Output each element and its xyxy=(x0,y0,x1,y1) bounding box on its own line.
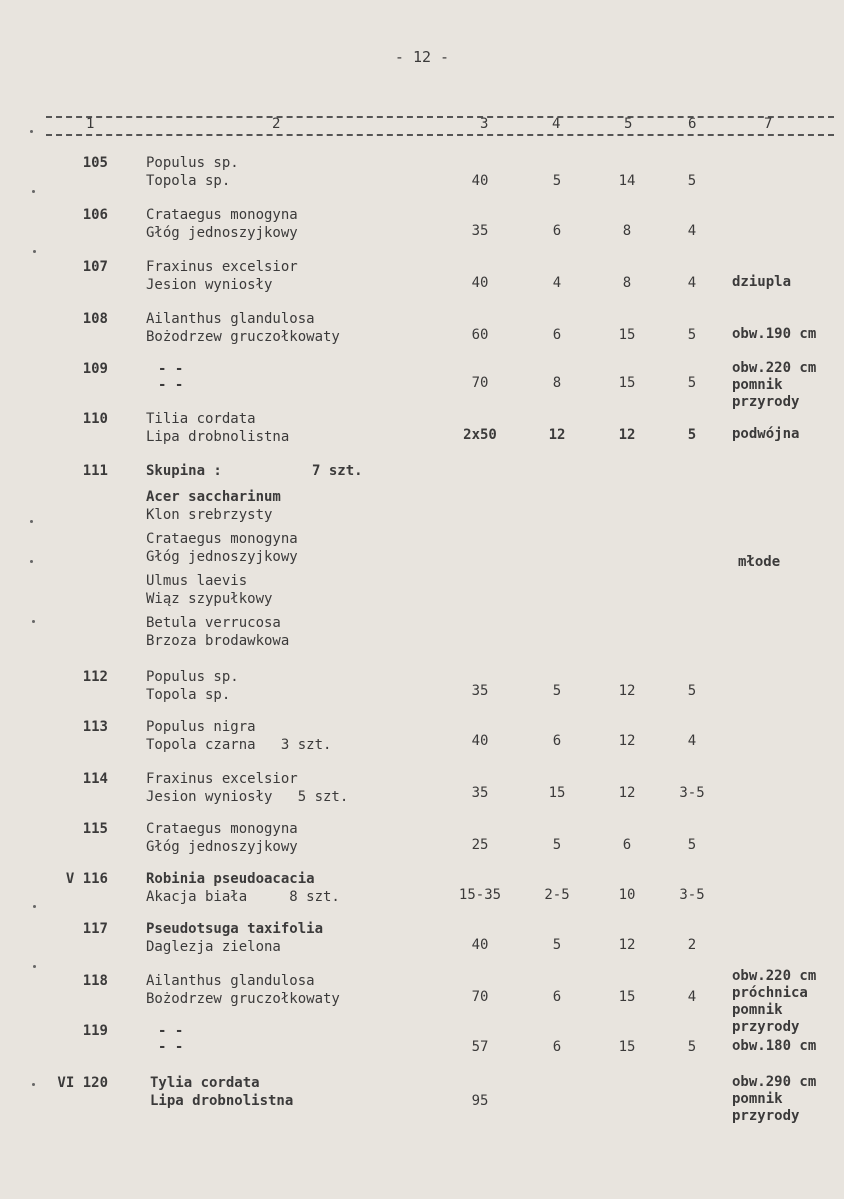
group-count: 7 szt. xyxy=(312,463,363,479)
column-header-4: 4 xyxy=(552,116,561,132)
remark: pomnik xyxy=(732,1002,783,1018)
species-latin: Crataegus monogyna xyxy=(146,821,298,837)
value-col5: 12 xyxy=(618,937,636,953)
tree-number: VI 120 xyxy=(57,1075,108,1091)
value-col3: 35 xyxy=(471,683,489,699)
species-latin: Pseudotsuga taxifolia xyxy=(146,921,324,937)
species-polish: Głóg jednoszyjkowy xyxy=(146,225,298,241)
value-col5: 12 xyxy=(618,785,636,801)
value-col4: 5 xyxy=(552,173,562,189)
tree-number: 110 xyxy=(82,411,108,427)
value-col5: 14 xyxy=(618,173,636,189)
tree-number: 117 xyxy=(82,921,108,937)
species-latin: Robinia pseudoacacia xyxy=(146,871,315,887)
species-latin: Acer saccharinum xyxy=(146,489,281,505)
tree-number: V 116 xyxy=(65,871,108,887)
species-polish: Lipa drobnolistna xyxy=(146,429,290,445)
remark: obw.190 cm xyxy=(732,326,817,342)
species-polish: Głóg jednoszyjkowy xyxy=(146,839,298,855)
species-latin: Fraxinus excelsior xyxy=(146,259,298,275)
species-polish: Daglezja zielona xyxy=(146,939,281,955)
species-polish: Jesion wyniosły 5 szt. xyxy=(146,789,349,805)
value-col3: 25 xyxy=(471,837,489,853)
value-col3: 70 xyxy=(471,989,489,1005)
value-col6: 2 xyxy=(687,937,697,953)
species-polish: Topola sp. xyxy=(146,687,231,703)
value-col4: 6 xyxy=(552,327,562,343)
remark: młode xyxy=(738,554,781,570)
value-col3: 60 xyxy=(471,327,489,343)
value-col4: 5 xyxy=(552,837,562,853)
tree-number: 119 xyxy=(82,1023,108,1039)
scan-speck xyxy=(33,965,36,968)
column-header-5: 5 xyxy=(624,116,633,132)
scan-speck xyxy=(32,1083,35,1086)
species-polish: - - xyxy=(158,377,184,393)
group-label: Skupina : xyxy=(146,463,222,479)
value-col6: 5 xyxy=(687,427,697,443)
value-col3: 40 xyxy=(471,275,489,291)
remark: obw.290 cm xyxy=(732,1074,817,1090)
value-col6: 3-5 xyxy=(679,785,705,801)
scan-speck xyxy=(30,130,33,133)
value-col6: 4 xyxy=(687,275,697,291)
value-col5: 12 xyxy=(618,427,636,443)
species-polish: Jesion wyniosły xyxy=(146,277,273,293)
column-header-7: 7 xyxy=(764,116,773,132)
tree-number: 114 xyxy=(82,771,108,787)
column-header-1: 1 xyxy=(86,116,95,132)
species-polish: Bożodrzew gruczołkowaty xyxy=(146,991,340,1007)
value-col4: 12 xyxy=(548,427,566,443)
value-col3: 2x50 xyxy=(463,427,497,443)
value-col4: 6 xyxy=(552,223,562,239)
value-col6: 5 xyxy=(687,327,697,343)
species-latin: - - xyxy=(158,361,184,377)
value-col6: 4 xyxy=(687,733,697,749)
remark: podwójna xyxy=(732,426,800,442)
header-top-rule xyxy=(46,116,834,118)
value-col6: 5 xyxy=(687,375,697,391)
value-col3: 35 xyxy=(471,223,489,239)
value-col5: 10 xyxy=(618,887,636,903)
species-latin: Ailanthus glandulosa xyxy=(146,311,315,327)
value-col3: 40 xyxy=(471,937,489,953)
value-col5: 8 xyxy=(622,223,632,239)
remark: przyrody xyxy=(732,1108,800,1124)
species-latin: Populus nigra xyxy=(146,719,256,735)
value-col3: 70 xyxy=(471,375,489,391)
value-col6: 5 xyxy=(687,683,697,699)
species-polish: Brzoza brodawkowa xyxy=(146,633,290,649)
value-col4: 15 xyxy=(548,785,566,801)
scan-speck xyxy=(33,250,36,253)
species-polish: Klon srebrzysty xyxy=(146,507,273,523)
remark: pomnik xyxy=(732,377,783,393)
page-number: - 12 - xyxy=(394,48,450,66)
tree-number: 115 xyxy=(82,821,108,837)
remark: obw.220 cm xyxy=(732,360,817,376)
value-col4: 5 xyxy=(552,937,562,953)
species-latin: Crataegus monogyna xyxy=(146,531,298,547)
value-col5: 6 xyxy=(622,837,632,853)
species-polish: Bożodrzew gruczołkowaty xyxy=(146,329,340,345)
species-polish: Topola sp. xyxy=(146,173,231,189)
scan-speck xyxy=(30,520,33,523)
remark: przyrody xyxy=(732,1019,800,1035)
column-header-6: 6 xyxy=(688,116,697,132)
tree-number: 107 xyxy=(82,259,108,275)
scan-speck xyxy=(33,905,36,908)
species-latin: Populus sp. xyxy=(146,155,239,171)
value-col4: 4 xyxy=(552,275,562,291)
value-col5: 15 xyxy=(618,989,636,1005)
scan-speck xyxy=(32,190,35,193)
value-col5: 15 xyxy=(618,375,636,391)
scan-speck xyxy=(32,620,35,623)
species-polish: Wiąz szypułkowy xyxy=(146,591,273,607)
species-polish: Topola czarna 3 szt. xyxy=(146,737,332,753)
species-latin: Fraxinus excelsior xyxy=(146,771,298,787)
remark: pomnik xyxy=(732,1091,783,1107)
column-header-3: 3 xyxy=(480,116,489,132)
remark: próchnica xyxy=(732,985,808,1001)
value-col3: 95 xyxy=(471,1093,489,1109)
species-polish: Lipa drobnolistna xyxy=(150,1093,294,1109)
species-latin: Ailanthus glandulosa xyxy=(146,973,315,989)
value-col6: 5 xyxy=(687,1039,697,1055)
tree-number: 109 xyxy=(82,361,108,377)
value-col5: 15 xyxy=(618,327,636,343)
value-col4: 8 xyxy=(552,375,562,391)
value-col4: 5 xyxy=(552,683,562,699)
species-latin: Crataegus monogyna xyxy=(146,207,298,223)
tree-number: 111 xyxy=(82,463,108,479)
value-col3: 40 xyxy=(471,733,489,749)
species-polish: - - xyxy=(158,1039,184,1055)
value-col6: 5 xyxy=(687,173,697,189)
value-col6: 4 xyxy=(687,223,697,239)
remark: obw.220 cm xyxy=(732,968,817,984)
value-col5: 12 xyxy=(618,733,636,749)
value-col5: 8 xyxy=(622,275,632,291)
value-col6: 4 xyxy=(687,989,697,1005)
tree-number: 106 xyxy=(82,207,108,223)
remark: przyrody xyxy=(732,394,800,410)
scan-speck xyxy=(30,560,33,563)
remark: obw.180 cm xyxy=(732,1038,817,1054)
tree-number: 113 xyxy=(82,719,108,735)
value-col6: 3-5 xyxy=(679,887,705,903)
remark: dziupla xyxy=(732,274,792,290)
species-latin: - - xyxy=(158,1023,184,1039)
value-col3: 40 xyxy=(471,173,489,189)
value-col4: 6 xyxy=(552,1039,562,1055)
species-latin: Ulmus laevis xyxy=(146,573,248,589)
value-col4: 6 xyxy=(552,733,562,749)
species-polish: Głóg jednoszyjkowy xyxy=(146,549,298,565)
species-polish: Akacja biała 8 szt. xyxy=(146,889,340,905)
species-latin: Populus sp. xyxy=(146,669,239,685)
value-col4: 6 xyxy=(552,989,562,1005)
column-header-2: 2 xyxy=(272,116,281,132)
species-latin: Tilia cordata xyxy=(146,411,256,427)
tree-number: 108 xyxy=(82,311,108,327)
value-col4: 2-5 xyxy=(544,887,570,903)
header-bottom-rule xyxy=(46,134,834,136)
species-latin: Betula verrucosa xyxy=(146,615,281,631)
tree-number: 112 xyxy=(82,669,108,685)
value-col3: 57 xyxy=(471,1039,489,1055)
species-latin: Tylia cordata xyxy=(150,1075,260,1091)
value-col3: 15-35 xyxy=(458,887,502,903)
tree-number: 105 xyxy=(82,155,108,171)
value-col6: 5 xyxy=(687,837,697,853)
tree-number: 118 xyxy=(82,973,108,989)
value-col5: 15 xyxy=(618,1039,636,1055)
value-col3: 35 xyxy=(471,785,489,801)
value-col5: 12 xyxy=(618,683,636,699)
